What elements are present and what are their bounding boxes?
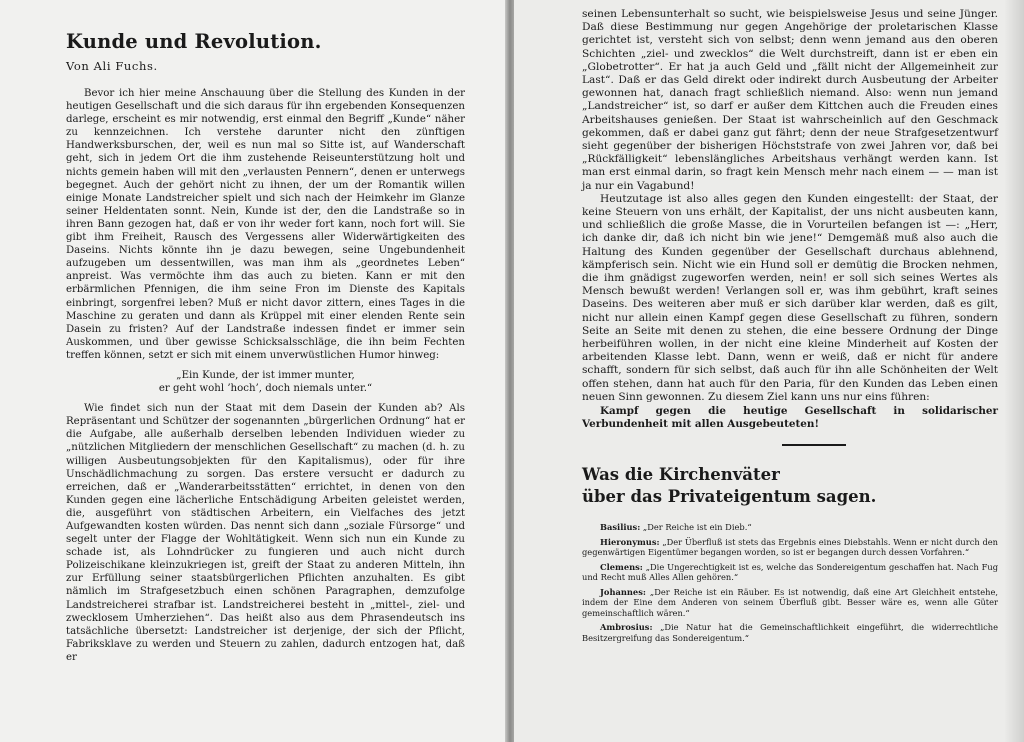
article-byline: Von Ali Fuchs. (66, 59, 158, 73)
article-slogan: Kampf gegen die heutige Gesellschaft in solidarischer Verbundenheit mit allen Ausgebeuteten! (582, 405, 998, 431)
quote-speaker: Johannes: (600, 586, 646, 597)
verse-line: er geht wohl ’hoch’, doch niemals unter.“ (158, 383, 373, 395)
quote-item (582, 587, 998, 619)
quote-item (582, 622, 998, 643)
quote-item (582, 522, 998, 533)
left-page (0, 0, 507, 742)
quote-text: „Die Ungerechtigkeit ist es, welche das Sondereigentum geschaffen hat. Nach Fug und Recht muß Alles Allen gehören.“ (582, 561, 999, 583)
quote-text: „Die Natur hat die Gemeinschaftlichkeit eingeführt, die widerrechtliche Besitzergreifung das Sondereigentum.“ (582, 622, 998, 643)
section-divider (782, 444, 846, 446)
section-heading (582, 464, 998, 508)
article-paragraph: Bevor ich hier meine Anschauung über die Stellung des Kunden in der heutigen Gesellschaft und die sich daraus für ihn ergebenden Konsequenzen darlege, erscheint es mir notwendig, erst einmal den Begriff „Kunde“ näher zu kennzeichnen. Ich verstehe darunter nicht den zünftigen Handwerksburschen, der, weil es nun mal so Sitte ist, auf Wanderschaft geht, sich in jedem Ort die ihm zustehende Reiseunterstützung holt und nichts gemein haben will mit den „verlausten Pennern“, denen er unterwegs begegnet. Auch der gehört nicht zu ihnen, der um der Romantik willen einige Monate Landstreicher spielt und sich nach der Heimkehr im Glanze seiner Heldentaten sonnt. Nein, Kunde ist der, den die Landstraße so in ihren Bann gezogen hat, daß er von ihr weder fort kann, noch fort will. Sie gibt ihm Freiheit, Rausch des Vergessens aller Widerwärtigkeiten des Daseins. Nichts könnte ihn je dazu bewegen, seine Ungebundenheit aufzugeben um dessentwillen, was man ihm als „geordnetes Leben“ anpreist. Was vermöchte ihm das auch zu bieten. Kann er mit den erbärmlichen Pfennigen, die ihm seine Fron im Dienste des Kapitals einbringt, sorgenfrei leben? Muß er nicht davor zittern, eines Tages in die Maschine zu geraten und dann als Krüppel mit einer elenden Rente sein Dasein zu fristen? Auf der Landstraße indessen findet er immer sein Auskommen, und über gewisse Schicksalsschläge, die ihn beim Fechten treffen können, setzt er sich mit einem unverwüstlichen Humor hinweg: (66, 88, 465, 361)
quote-speaker: Hieronymus: (600, 536, 660, 547)
quote-item (582, 537, 998, 558)
article-paragraph: Heutzutage ist also alles gegen den Kunden eingestellt: der Staat, der keine Steuern von uns erhält, der Kapitalist, der uns nicht ausbeuten kann, und schließlich die große Masse, die in Vorurteilen befangen ist —: „Herr, ich danke dir, daß ich nicht bin wie jene!“ Demgemäß muß also auch die Haltung des Kunden gegenüber der Gesellschaft durchaus ablehnend, kämpferisch sein. Nicht wie ein Hund soll er demütig die Brocken nehmen, die ihm gnädigst zugeworfen werden, nein! er soll sich seines Wertes als Mensch bewußt werden! Verlangen soll er, was ihm gebührt, kraft seines Daseins. Des weiteren aber muß er sich darüber klar werden, daß es gilt, nicht nur allein einen Kampf gegen diese Gesellschaft zu führen, sondern Seite an Seite mit denen zu stehen, die eine bessere Ordnung der Dinge herbeiführen wollen, in der nicht eine kleine Minderheit auf Kosten der arbeitenden Klasse lebt. Dann, wenn er weiß, daß er nicht für andere schafft, sondern für sich selbst, daß auch für ihn alle Schönheiten der Welt offen stehen, dann hat auch für den Paria, für den Kunden das Leben einen neuen Sinn gewonnen. Zu diesem Ziel kann uns nur eins führen: (582, 192, 998, 403)
quote-speaker: Ambrosius: (600, 622, 653, 633)
heading-line: über das Privateigentum sagen. (582, 487, 877, 507)
right-page (514, 0, 1024, 742)
page-edge-shadow (1004, 0, 1024, 742)
quote-speaker: Clemens: (600, 561, 643, 572)
article-paragraph: seinen Lebensunterhalt so sucht, wie beispielsweise Jesus und seine Jünger. Daß diese Bestimmung nur gegen Angehörige der proletarischen Klasse gerichtet ist, versteht sich von selbst; denn wenn jemand aus den oberen Schichten „ziel- und zwecklos“ die Welt durchstreift, dann ist er eben ein „Globetrotter“. Er hat ja auch Geld und „fällt nicht der Allgemeinheit zur Last“. Daß er das Geld direkt oder indirekt durch Ausbeutung der Arbeiter gewonnen hat, danach fragt schließlich niemand. Also: wenn nun jemand „Landstreicher“ ist, so darf er außer dem Kittchen auch die Freuden eines Arbeitshauses genießen. Der Staat ist wahrscheinlich auf den Geschmack gekommen, daß er dabei ganz gut fährt; denn der neue Strafgesetzentwurf sieht gegenüber der bisherigen Höchststrafe von zwei Jahren vor, daß bei „Rückfälligkeit“ lebenslängliches Arbeitshaus verhängt werden kann. Ist man erst einmal darin, so fragt kein Mensch mehr nach einem — — man ist ja nur ein Vagabund! (582, 8, 998, 192)
quote-list (582, 522, 998, 643)
quote-text: „Der Reiche ist ein Räuber. Es ist notwendig, daß eine Art Gleichheit entstehe, indem der Eine dem Anderen von seinem Überfluß gibt. Besser wäre es, wenn alle Güter gemeinschaftlich wären.“ (582, 586, 999, 618)
verse-line: „Ein Kunde, der ist immer munter, (176, 369, 355, 381)
quote-item (582, 562, 998, 583)
verse-quote (66, 369, 465, 395)
article-paragraph: Wie findet sich nun der Staat mit dem Dasein der Kunden ab? Als Repräsentant und Schützer der sogenannten „bürgerlichen Ordnung“ hat er die Aufgabe, alle außerhalb derselben lebenden Individuen wieder zu „nützlichen Mitgliedern der menschlichen Gesellschaft“ zu machen (d. h. zu willigen Ausbeutungsobjekten für den Kapitalismus), oder für ihre Unschädlichmachung zu sorgen. Das erstere versucht er dadurch zu erreichen, daß er „Wanderarbeitsstätten“ errichtet, in denen von den Kunden gegen eine lächerliche Entschädigung Arbeiten geleistet werden, die, ausgeführt von städtischen Arbeitern, ein Vielfaches des jetzt Aufgewandten kosten würden. Das nennt sich dann „soziale Fürsorge“ und segelt unter der Flagge der Wohltätigkeit. Wenn sich nun ein Kunde zu schade ist, als Lohndrücker zu fungieren und auch nicht durch Polizeischikane kleinzukriegen ist, greift der Staat zu anderen Mitteln, ihn zur Erfüllung seiner staatsbürgerlichen Pflichten anzuhalten. Es gibt nämlich im Strafgesetzbuch einen schönen Paragraphen, demzufolge Landstreicherei strafbar ist. Landstreicherei besteht in „mittel-, ziel- und zwecklosem Umherziehen“. Das heißt also aus dem Phrasendeutsch ins tatsächliche übersetzt: Landstreicher ist derjenige, der sich der Pflicht, Fabriksklave zu werden und Steuern zu zahlen, dadurch entzogen hat, daß er (66, 403, 465, 663)
quote-speaker: Basilius: (600, 522, 641, 533)
article-title: Kunde und Revolution. (66, 30, 322, 53)
quote-text: „Der Überfluß ist stets das Ergebnis eines Diebstahls. Wenn er nicht durch den gegenwärtigen Eigentümer begangen worden, so ist er begangen durch dessen Vorfahren.“ (582, 536, 999, 558)
quote-text: „Der Reiche ist ein Dieb.“ (642, 522, 752, 533)
heading-line: Was die Kirchenväter (582, 465, 780, 485)
